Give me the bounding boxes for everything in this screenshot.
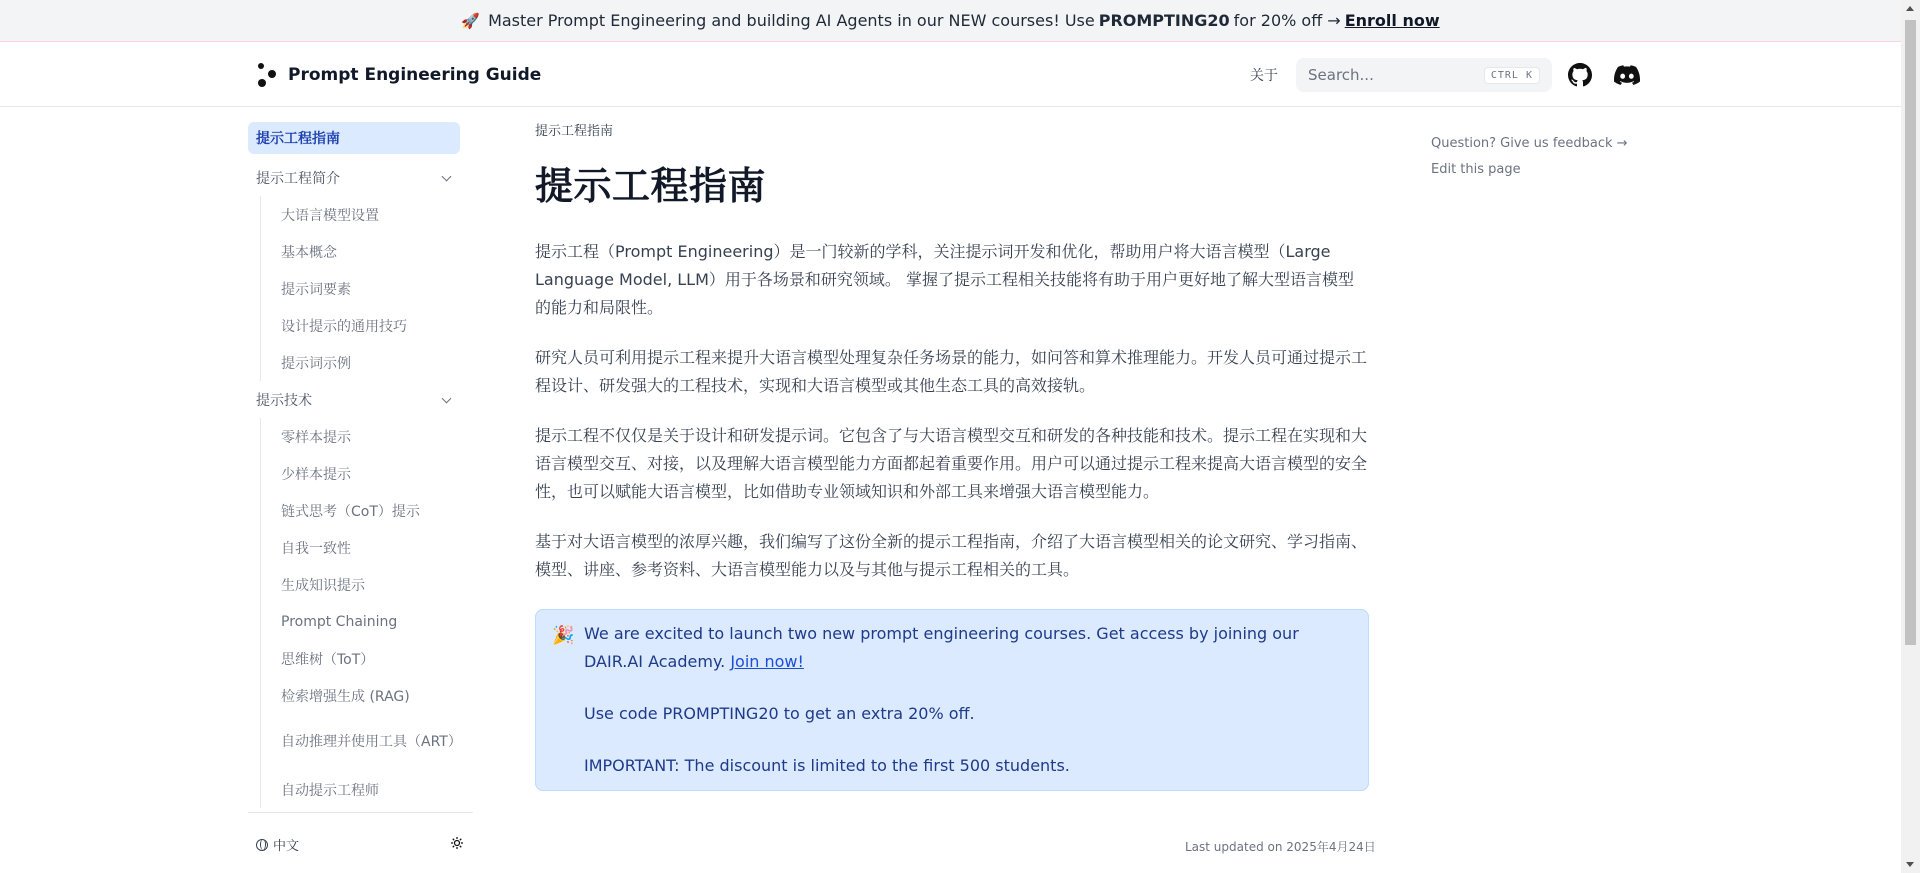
globe-icon: [256, 839, 268, 851]
toc-sidebar: [1431, 131, 1628, 183]
sidebar-section-intro[interactable]: [248, 159, 473, 196]
paragraph: 提示工程（Prompt Engineering）是一门较新的学科，关注提示词开发和优化，帮助用户将大语言模型（Large Language Model, LLM）用于各场景和研究领域。 掌握了提示工程相关技能将有助于用户更好地了解大型语言模型的能力和局限性。: [535, 242, 1354, 317]
rocket-icon: 🚀: [461, 11, 481, 30]
scrollbar-thumb[interactable]: [1905, 20, 1916, 645]
banner-text: Master Prompt Engineering and building AI Agents in our NEW courses! Use: [488, 11, 1095, 30]
scroll-down-arrow-icon[interactable]: [1906, 862, 1914, 867]
sidebar-item[interactable]: 零样本提示: [281, 429, 351, 446]
sidebar-sublist: [260, 196, 473, 381]
language-label: 中文: [273, 839, 300, 854]
search-placeholder: Search...: [1308, 66, 1374, 84]
last-updated: Last updated on 2025年4月24日: [1185, 840, 1376, 854]
callout-text: We are excited to launch two new prompt engineering courses. Get access by joining our DAIR.AI Academy.: [584, 624, 1299, 671]
search-shortcut: CTRL K: [1484, 67, 1540, 84]
sidebar-item[interactable]: 提示词要素: [281, 281, 351, 298]
breadcrumb[interactable]: 提示工程指南: [535, 124, 614, 139]
enroll-link[interactable]: Enroll now: [1344, 11, 1440, 30]
sidebar-item[interactable]: 自动提示工程师: [281, 782, 379, 799]
sidebar-sublist: [260, 418, 473, 808]
site-title: Prompt Engineering Guide: [288, 65, 542, 85]
search-input[interactable]: [1296, 58, 1552, 92]
top-nav: [0, 43, 1901, 107]
edit-page-link[interactable]: Edit this page: [1431, 162, 1521, 177]
sidebar-section-label: 提示工程简介: [256, 170, 340, 187]
scrollbar[interactable]: [1901, 0, 1920, 873]
banner-code: PROMPTING20: [1098, 11, 1230, 30]
sidebar-item[interactable]: 提示词示例: [281, 355, 351, 372]
callout-line: [584, 620, 1352, 676]
language-switcher[interactable]: [256, 835, 299, 854]
party-popper-icon: 🎉: [552, 625, 575, 646]
scroll-up-arrow-icon[interactable]: [1906, 6, 1914, 11]
sidebar-item[interactable]: 设计提示的通用技巧: [281, 318, 407, 335]
github-icon[interactable]: [1568, 63, 1592, 87]
sidebar-item[interactable]: 检索增强生成 (RAG): [281, 688, 410, 705]
sidebar-item[interactable]: 大语言模型设置: [281, 207, 379, 224]
sidebar-item[interactable]: Prompt Chaining: [281, 613, 398, 630]
paragraph: 基于对大语言模型的浓厚兴趣，我们编写了这份全新的提示工程指南，介绍了大语言模型相关的论文研究、学习指南、模型、讲座、参考资料、大语言模型能力以及与其他与提示工程相关的工具。: [535, 532, 1368, 579]
paragraph: 研究人员可利用提示工程来提升大语言模型处理复杂任务场景的能力，如问答和算术推理能力。开发人员可通过提示工程设计、研发强大的工程技术，实现和大语言模型或其他生态工具的高效接轨。: [535, 348, 1368, 395]
theme-toggle-sun-icon[interactable]: [451, 837, 463, 849]
join-now-link[interactable]: Join now!: [730, 652, 804, 671]
sidebar-item[interactable]: 基本概念: [281, 244, 337, 261]
nav-about-link[interactable]: 关于: [1250, 68, 1278, 84]
banner-text-after: for 20% off →: [1233, 11, 1341, 30]
announcement-banner: [0, 0, 1901, 42]
sidebar-item-home[interactable]: 提示工程指南: [248, 122, 460, 154]
callout-important-text: IMPORTANT: The discount is limited to the first 500 students.: [584, 756, 1070, 775]
sidebar-item[interactable]: 自我一致性: [281, 540, 351, 557]
page-title: 提示工程指南: [535, 164, 767, 208]
sidebar-item[interactable]: 链式思考（CoT）提示: [281, 503, 420, 520]
sidebar-item[interactable]: 少样本提示: [281, 466, 351, 483]
sidebar-footer: [248, 812, 473, 873]
sidebar-item[interactable]: 生成知识提示: [281, 577, 365, 594]
sidebar-item[interactable]: 自动推理并使用工具（ART）: [281, 734, 462, 750]
sidebar-item[interactable]: 思维树（ToT）: [281, 651, 375, 668]
logo-icon: [256, 62, 280, 88]
site-logo[interactable]: [256, 62, 541, 88]
main-content: [535, 120, 1369, 791]
sidebar-section-label: 提示技术: [256, 392, 312, 409]
sidebar-section-techniques[interactable]: [248, 381, 473, 418]
course-callout: [535, 609, 1369, 791]
feedback-link[interactable]: Question? Give us feedback →: [1431, 136, 1628, 151]
paragraph: 提示工程不仅仅是关于设计和研发提示词。它包含了与大语言模型交互和研发的各种技能和技术。提示工程在实现和大语言模型交互、对接，以及理解大语言模型能力方面都起着重要作用。用户可以通过提示工程来提高大语言模型的安全性，也可以赋能大语言模型，比如借助专业领域知识和外部工具来增强大语言模型能力。: [535, 426, 1368, 501]
chevron-down-icon: [442, 172, 452, 182]
discord-icon[interactable]: [1614, 64, 1640, 86]
sidebar: [248, 122, 473, 808]
callout-code-text: Use code PROMPTING20 to get an extra 20% off.: [584, 704, 975, 723]
chevron-down-icon: [442, 394, 452, 404]
